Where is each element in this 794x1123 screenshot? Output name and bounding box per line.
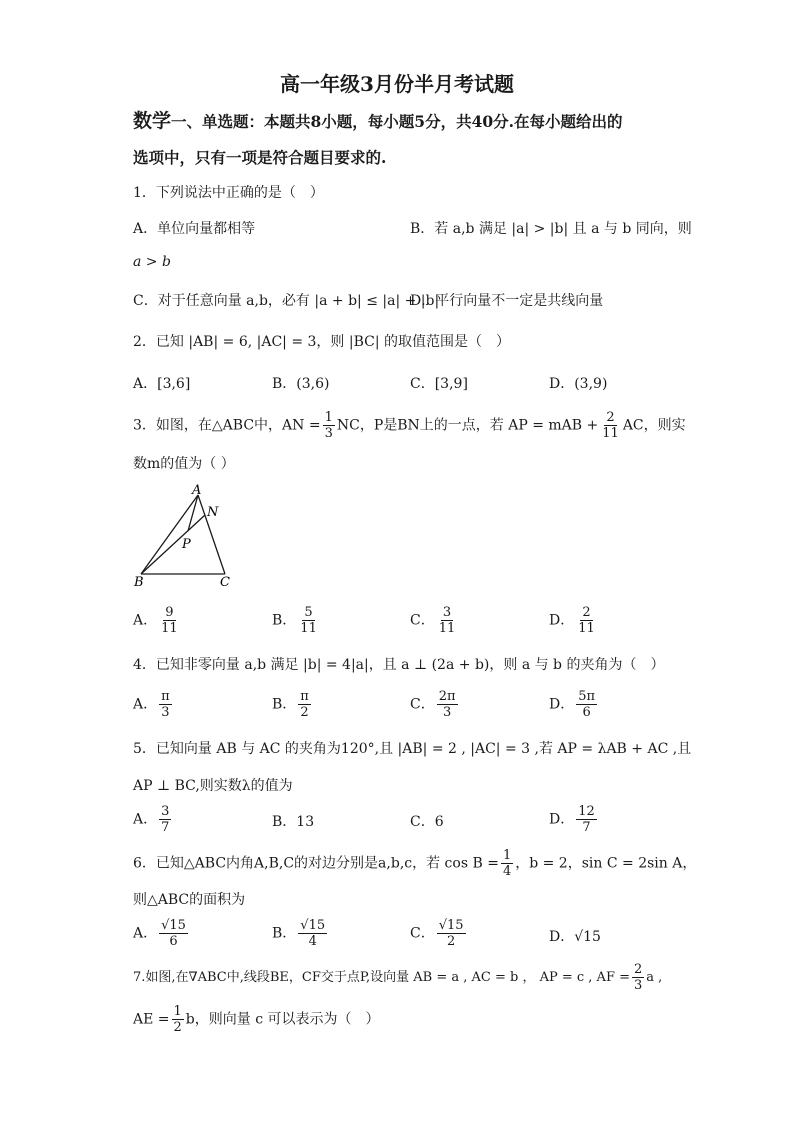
point-n-label: N (207, 505, 219, 520)
q7-stem (133, 962, 662, 993)
q3-option-d (549, 605, 599, 636)
fraction-denominator: 3 (324, 426, 333, 441)
q6-stem-line2: 则△ABC的面积为 (133, 892, 246, 908)
q3-triangle-figure (128, 482, 238, 592)
fraction-numerator: 12 (578, 804, 595, 819)
q3-stem-part3: AC，则实 (622, 417, 686, 434)
option-letter: D． (549, 696, 575, 713)
fraction-numerator: 2 (606, 410, 615, 425)
option-letter: D． (549, 811, 575, 828)
subject-label: 数学 (133, 110, 172, 132)
fraction-denominator: 4 (308, 934, 317, 949)
option-letter: C． (410, 612, 435, 629)
option-letter: A． (133, 811, 158, 828)
fraction-numerator: √15 (438, 918, 464, 933)
q5-stem-line1: 5．已知向量 AB 与 AC 的夹角为120°,且 |AB| = 2 , |AC| = 3 ,若 AP = λAB + AC ,且 (133, 741, 692, 757)
fraction-numerator: 5π (578, 689, 596, 704)
vertex-a-label: A (192, 483, 202, 498)
fraction-denominator: 7 (582, 820, 591, 835)
option-fraction (159, 918, 188, 949)
q7-stem-part2: a , (646, 970, 663, 985)
option-fraction (298, 689, 311, 720)
point-p-label: P (182, 537, 191, 552)
q3-stem-part2: NC，P是BN上的一点，若 AP = mAB + (336, 417, 599, 434)
q2-option-d: D．(3,9) (549, 376, 608, 392)
fraction-denominator: 3 (161, 705, 170, 720)
q3-option-c (410, 605, 459, 636)
option-fraction (576, 689, 597, 720)
option-fraction (437, 689, 458, 720)
fraction-denominator: 11 (578, 621, 595, 636)
q7-stem-fraction1 (632, 962, 644, 993)
section-heading-cont (133, 140, 673, 176)
section-heading-line2: 选项中，只有一项是符合题目要求的. (133, 148, 387, 167)
q6-stem-part1: 6．已知△ABC内角A,B,C的对边分别是a,b,c，若 cos B = (133, 855, 499, 872)
fraction-numerator: 2 (634, 962, 643, 977)
q6-stem (133, 848, 696, 879)
q5-stem-line2: AP ⊥ BC,则实数λ的值为 (133, 778, 293, 794)
fraction-numerator: 2π (438, 689, 456, 704)
option-fraction (576, 804, 597, 835)
q1-option-b: B．若 a,b 满足 |a| > |b| 且 a 与 b 同向，则 (410, 221, 692, 237)
option-letter: D． (549, 612, 575, 629)
q2-option-a: A．[3,6] (133, 376, 191, 392)
option-fraction (159, 689, 172, 720)
fraction-numerator: 1 (324, 410, 333, 425)
q4-option-d (549, 689, 599, 720)
fraction-numerator: √15 (300, 918, 326, 933)
fraction-denominator: 11 (300, 621, 317, 636)
q3-option-a (133, 605, 182, 636)
fraction-denominator: 6 (169, 934, 178, 949)
q3-stem (133, 410, 686, 441)
q6-stem-part2: ，b = 2，sin C = 2sin A， (515, 855, 697, 872)
fraction-denominator: 11 (602, 426, 619, 441)
fraction-denominator: 4 (502, 864, 512, 879)
q7-stem-fraction2 (172, 1004, 184, 1035)
q1-stem: 1．下列说法中正确的是（ ） (133, 185, 324, 201)
option-fraction (576, 605, 597, 636)
q1-option-b-cont: a > b (133, 254, 171, 270)
fraction-denominator: 2 (173, 1020, 182, 1035)
fraction-numerator: 1 (173, 1004, 182, 1019)
q5-option-b: B．13 (272, 814, 315, 830)
q7-stem-line2 (133, 1004, 380, 1035)
q4-option-b (272, 689, 313, 720)
q2-option-c: C．[3,9] (410, 376, 468, 392)
fraction-denominator: 3 (442, 705, 452, 720)
option-letter: A． (133, 612, 158, 629)
fraction-denominator: 11 (438, 621, 456, 636)
fraction-numerator: π (161, 689, 170, 704)
q6-option-b (272, 918, 329, 949)
option-letter: C． (410, 925, 435, 942)
q6-option-a (133, 918, 190, 949)
segment-bn (141, 515, 205, 574)
fraction-denominator: 2 (300, 705, 309, 720)
option-fraction (159, 605, 180, 636)
fraction-numerator: 5 (304, 605, 313, 620)
side-ab (141, 495, 198, 574)
q1-option-d: D．平行向量不一定是共线向量 (410, 293, 604, 309)
fraction-denominator: 6 (582, 705, 591, 720)
q7-stem-line2-part1: AE = (133, 1011, 170, 1028)
option-letter: A． (133, 696, 158, 713)
section-heading-line1: 一、单选题：本题共8小题，每小题5分，共40分.在每小题给出的 (171, 112, 623, 131)
q5-option-d (549, 804, 599, 835)
q5-option-c: C．6 (410, 814, 444, 830)
option-letter: C． (410, 696, 435, 713)
vertex-b-label: B (134, 575, 144, 590)
fraction-numerator: 3 (442, 605, 452, 620)
option-letter: B． (272, 925, 297, 942)
vertex-c-label: C (220, 575, 230, 590)
q4-option-a (133, 689, 174, 720)
option-fraction (159, 804, 171, 835)
q3-stem-part1: 3．如图，在△ABC中，AN = (133, 417, 321, 434)
fraction-denominator: 7 (161, 820, 170, 835)
option-letter: B． (272, 612, 297, 629)
q2-option-b: B．(3,6) (272, 376, 330, 392)
option-fraction (437, 605, 458, 636)
q6-stem-fraction (501, 848, 513, 879)
fraction-denominator: 2 (446, 934, 456, 949)
fraction-numerator: 9 (165, 605, 174, 620)
fraction-numerator: 1 (502, 848, 512, 863)
option-fraction (298, 918, 327, 949)
fraction-numerator: π (300, 689, 309, 704)
fraction-numerator: √15 (161, 918, 186, 933)
fraction-denominator: 3 (634, 978, 643, 993)
q3-stem-fraction1 (323, 410, 335, 441)
q2-stem: 2．已知 |AB| = 6, |AC| = 3，则 |BC| 的取值范围是（ ） (133, 334, 511, 350)
q7-stem-line2-part2: b，则向量 c 可以表示为（ ） (185, 1011, 380, 1028)
q6-option-c (410, 918, 468, 949)
fraction-numerator: 2 (582, 605, 591, 620)
q6-option-d: D．√15 (549, 929, 601, 945)
fraction-denominator: 11 (161, 621, 178, 636)
section-heading (133, 103, 673, 140)
page-title: 高一年级3月份半月考试题 (280, 72, 514, 96)
q3-stem-line2: 数m的值为（ ） (133, 456, 235, 472)
option-fraction (298, 605, 319, 636)
option-letter: B． (272, 696, 297, 713)
q3-option-b (272, 605, 321, 636)
q4-option-c (410, 689, 460, 720)
option-letter: A． (133, 925, 158, 942)
q3-stem-fraction2 (600, 410, 621, 441)
option-fraction (437, 918, 466, 949)
q4-stem: 4．已知非零向量 a,b 满足 |b| = 4|a|，且 a ⊥ (2a + b)，则 a 与 b 的夹角为（ ） (133, 657, 665, 673)
q1-option-c: C．对于任意向量 a,b，必有 |a + b| ≤ |a| + |b| (133, 293, 440, 309)
q1-option-a: A．单位向量都相等 (133, 221, 256, 237)
q5-option-a (133, 804, 173, 835)
q7-stem-part1: 7.如图,在∇ABC中,线段BE，CF交于点P,设向量 AB = a , AC = b ， AP = c , AF = (133, 970, 630, 985)
fraction-numerator: 3 (161, 804, 170, 819)
